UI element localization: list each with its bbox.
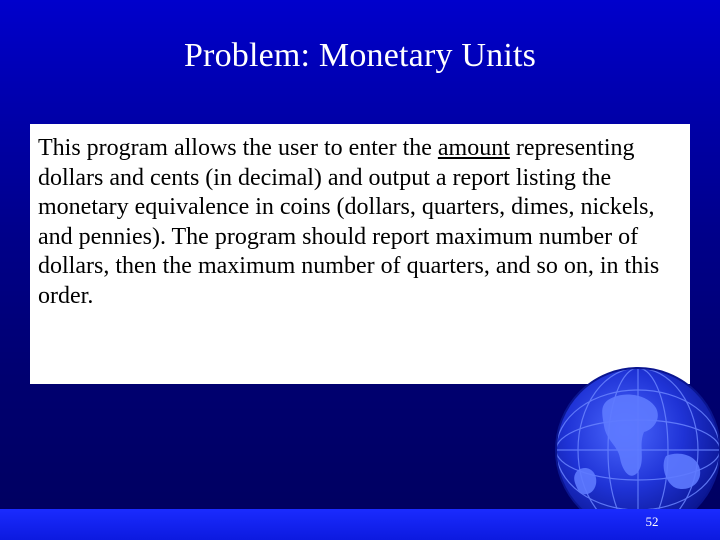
problem-text-box bbox=[30, 124, 690, 384]
underlined-keyword-amount: amount bbox=[437, 135, 510, 161]
description-part-2: representing dollars and cents (in decimal) and output a report listing the monetary equivalence in coins (dollars, quarters, dimes, nickels, and pennies). The program should report maximum number of dollars, then the maximum number of quarters, and so on, in this order. bbox=[38, 135, 660, 309]
description-part-1: This program allows the user to enter the bbox=[38, 135, 438, 161]
footer-bar bbox=[0, 509, 720, 540]
slide-title: Problem: Monetary Units bbox=[183, 37, 537, 74]
problem-description bbox=[38, 134, 682, 311]
page-number: 52 bbox=[645, 514, 659, 529]
